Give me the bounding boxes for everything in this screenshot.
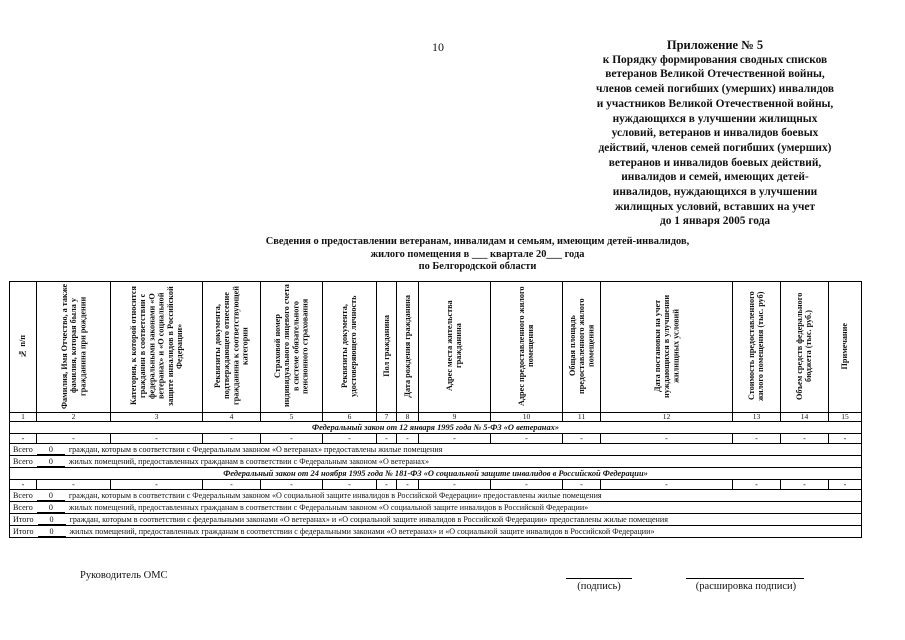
table-row — [10, 480, 862, 490]
column-number: 7 — [377, 413, 397, 422]
table-cell: - — [377, 434, 397, 444]
report-table — [9, 281, 862, 538]
appendix-line: инвалидов, нуждающихся в улучшении — [612, 186, 818, 199]
head-label: Руководитель ОМС — [80, 570, 168, 581]
column-number: 3 — [111, 413, 203, 422]
column-number: 4 — [203, 413, 261, 422]
column-number-row — [10, 413, 862, 422]
table-cell: - — [203, 480, 261, 490]
total-label: Всего — [13, 444, 33, 454]
appendix-line: действий, членов семей погибших (умерших) — [598, 141, 832, 154]
table-cell: - — [491, 434, 563, 444]
table-cell: - — [261, 434, 323, 444]
column-number: 8 — [397, 413, 419, 422]
heading-line: по Белгородской области — [418, 261, 537, 273]
appendix-line: условий, ветеранов и инвалидов боевых — [611, 127, 819, 140]
column-header: № п/п — [10, 282, 37, 413]
column-number: 10 — [491, 413, 563, 422]
law-title-veterans: Федеральный закон от 12 января 1995 года № 5-ФЗ «О ветеранах» — [10, 422, 862, 434]
total-label: Итого — [13, 526, 34, 536]
grand-total-row — [10, 526, 862, 538]
table-cell: - — [563, 480, 601, 490]
law-section-row — [10, 422, 862, 434]
appendix-line: нуждающихся в улучшении жилищных — [612, 112, 818, 125]
column-header: Дата постановки на учет нуждающихся в улучшении жилищных условий — [601, 282, 733, 413]
appendix-line: инвалидов и семей, имеющих детей- — [621, 171, 809, 184]
column-header: Реквизиты документа, подтверждающего отнесение гражданина к соответствующей категории — [203, 282, 261, 413]
total-text: граждан, которым в соответствии с федеральными законами «О ветеранах» и «О социальной защите инвалидов в Российской Федерации» предоставлены жилые помещения — [69, 514, 668, 524]
table-cell: - — [781, 480, 829, 490]
total-value: 0 — [37, 445, 65, 455]
column-header: Дата рождения гражданина — [397, 282, 419, 413]
column-number: 13 — [733, 413, 781, 422]
total-row — [10, 490, 862, 502]
column-header: Реквизиты документа, удостоверяющего личность — [323, 282, 377, 413]
page-number: 10 — [432, 40, 444, 54]
column-header: Общая площадь предоставленного жилого помещения — [563, 282, 601, 413]
total-text: жилых помещений, предоставленных гражданам в соответствии с Федеральным законом «О социальной защите инвалидов в Российской Федерации» — [68, 502, 589, 512]
total-value: 0 — [38, 515, 66, 525]
column-number: 12 — [601, 413, 733, 422]
table-cell: - — [397, 480, 419, 490]
total-label: Всего — [13, 502, 33, 512]
column-number: 6 — [323, 413, 377, 422]
appendix-title: Приложение № 5 — [666, 38, 764, 52]
table-cell: - — [419, 480, 491, 490]
table-cell: - — [261, 480, 323, 490]
table-cell: - — [491, 480, 563, 490]
total-row — [10, 444, 862, 456]
table-cell: - — [323, 434, 377, 444]
total-value: 0 — [37, 503, 65, 513]
column-header: Примечание — [829, 282, 862, 413]
table-cell: - — [781, 434, 829, 444]
table-cell: - — [37, 480, 111, 490]
column-header: Адрес места жительства гражданина — [419, 282, 491, 413]
total-label: Всего — [13, 456, 33, 466]
total-label: Всего — [13, 490, 33, 500]
appendix-line: ветеранов и инвалидов боевых действий, — [608, 156, 822, 169]
table-cell: - — [10, 434, 37, 444]
heading-line: Сведения о предоставлении ветеранам, инвалидам и семьям, имеющим детей-инвалидов, — [265, 236, 690, 247]
column-number: 11 — [563, 413, 601, 422]
table-cell: - — [377, 480, 397, 490]
total-value: 0 — [37, 457, 65, 467]
column-number: 5 — [261, 413, 323, 422]
signature-label: (подпись) — [577, 581, 621, 592]
total-text: жилых помещений, предоставленных гражданам в соответствии с федеральными законами «О ветеранах» и «О социальной защите инвалидов в Российской Федерации» — [69, 526, 655, 536]
column-header: Объем средств федерального бюджета (тыс. руб.) — [781, 282, 829, 413]
decoding-label: (расшировка подписи) — [695, 581, 797, 592]
appendix-line: членов семей погибших (умерших) инвалидов — [595, 83, 835, 96]
column-number: 9 — [419, 413, 491, 422]
table-cell: - — [203, 434, 261, 444]
law-title-disabled: Федеральный закон от 24 ноября 1995 года № 181-ФЗ «О социальной защите инвалидов в Российской Федерации» — [10, 468, 862, 480]
table-cell: - — [37, 434, 111, 444]
total-text: граждан, которым в соответствии с Федеральным законом «О ветеранах» предоставлены жилые помещения — [68, 444, 443, 454]
column-number: 2 — [37, 413, 111, 422]
table-cell: - — [111, 480, 203, 490]
total-label: Итого — [13, 514, 34, 524]
grand-total-row — [10, 514, 862, 526]
table-cell: - — [829, 480, 862, 490]
appendix-line: до 1 января 2005 года — [659, 215, 771, 228]
column-header: Фамилия, Имя Отчество, а также фамилия, которая была у гражданина при рождении — [37, 282, 111, 413]
table-row — [10, 434, 862, 444]
table-cell: - — [419, 434, 491, 444]
table-cell: - — [733, 480, 781, 490]
column-header: Категория, к которой относится гражданин в соответствии с федеральными законами «О ветеранах» и «О социальной защите инвалидов в Российской Федерации» — [111, 282, 203, 413]
decoding-line — [686, 578, 804, 579]
column-number: 15 — [829, 413, 862, 422]
column-header: Адрес предоставленного жилого помещения — [491, 282, 563, 413]
column-header: Страховой номер индивидуального лицевого счета в системе обязательного пенсионного страхования — [261, 282, 323, 413]
total-row — [10, 502, 862, 514]
total-row — [10, 456, 862, 468]
table-cell: - — [10, 480, 37, 490]
report-heading — [215, 236, 740, 274]
appendix-line: к Порядку формирования сводных списков — [602, 53, 828, 66]
total-value: 0 — [37, 491, 65, 501]
table-cell: - — [829, 434, 862, 444]
appendix-line: ветеранов Великой Отечественной войны, — [605, 68, 825, 81]
table-header-row — [10, 282, 862, 413]
law-section-row — [10, 468, 862, 480]
total-value: 0 — [38, 527, 66, 537]
total-text: граждан, которым в соответствии с Федеральным законом «О социальной защите инвалидов в Российской Федерации» предоставлены жилые помещения — [68, 490, 602, 500]
table-cell: - — [323, 480, 377, 490]
column-number: 1 — [10, 413, 37, 422]
column-number: 14 — [781, 413, 829, 422]
table-cell: - — [601, 480, 733, 490]
appendix-line: жилищных условий, вставших на учет — [614, 200, 816, 213]
table-cell: - — [601, 434, 733, 444]
heading-line: жилого помещения в ___ квартале 20___ года — [370, 248, 585, 260]
appendix-block — [570, 38, 860, 229]
table-cell: - — [563, 434, 601, 444]
table-cell: - — [111, 434, 203, 444]
total-text: жилых помещений, предоставленных гражданам в соответствии с Федеральным законом «О ветеранах» — [68, 456, 429, 466]
table-cell: - — [733, 434, 781, 444]
table-cell: - — [397, 434, 419, 444]
signature-line — [566, 578, 632, 579]
column-header: Пол гражданина — [377, 282, 397, 413]
column-header: Стоимость предоставленного жилого помещения (тыс. руб) — [733, 282, 781, 413]
appendix-line: и участников Великой Отечественной войны, — [596, 97, 834, 110]
